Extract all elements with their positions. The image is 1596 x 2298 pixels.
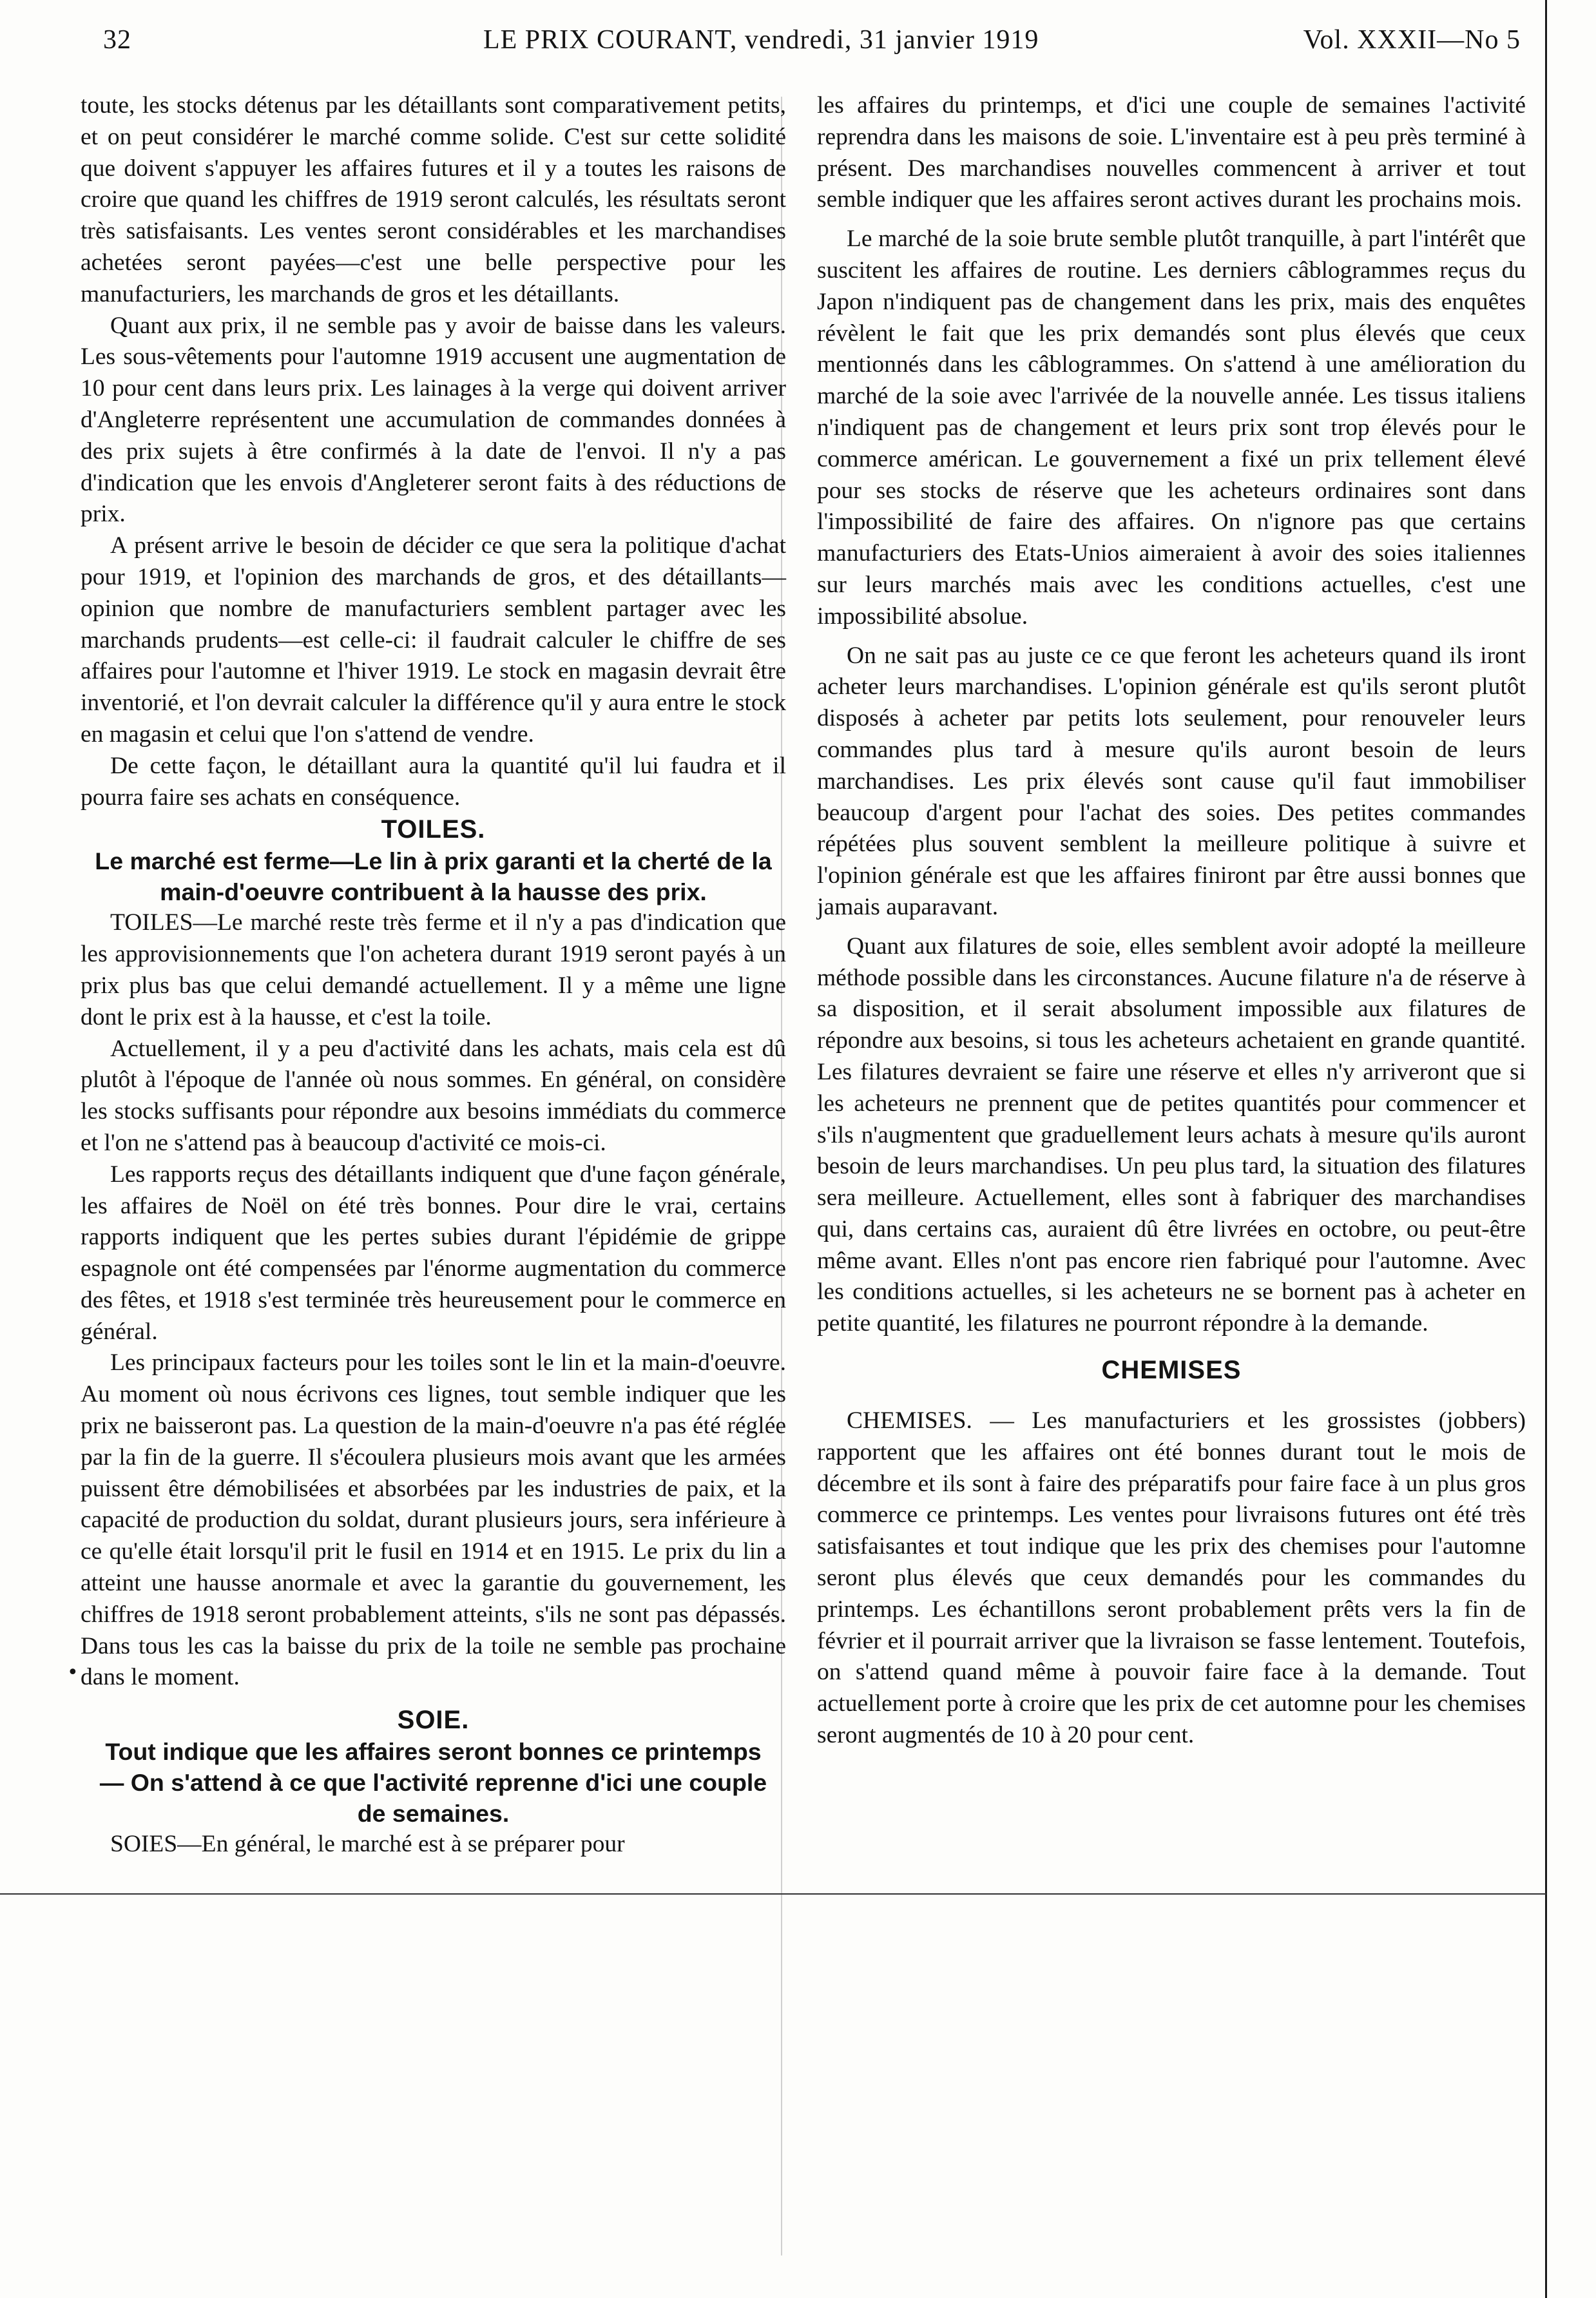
section-heading-toiles: TOILES. bbox=[381, 815, 486, 844]
soie-paragraph: Le marché de la soie brute semble plutôt tranquille, à part l'intérêt que suscitent les affaires de routine. Les derniers câblogrammes reçus du Japon n'indiquent pas de changement dans les prix, mais des enquêtes révèlent le fait que les prix demandés sont plus élevés que ceux mentionnés dans les câblogrammes. On s'attend à une amélioration du marché de la soie avec l'arrivée de la nouvelle année. Les tissus italiens n'indiquent pas de changement et leurs prix sont trop élevés pour le commerce américan. Le gouvernement a fixé un prix tellement élevé pour ses stocks de réserve que les acheteurs ordinaires sont dans l'impossibilité de faire des affaires. On n'ignore pas que certains manufacturiers des Etats-Unios aimeraient à avoir des soies italiennes sur leurs marchés mais avec les conditions actuelles, c'est une impossibilité absolue. bbox=[817, 226, 1526, 630]
toiles-paragraph: TOILES—Le marché reste très ferme et il n'y a pas d'indication que les approvisionnements que l'on achetera durant 1919 seront payés à un prix plus bas que celui demandé actuellement. Il y a même une ligne dont le prix est à la hausse, et c'est la toile. bbox=[81, 909, 786, 1030]
fold-line bbox=[0, 1893, 1546, 1895]
page-header bbox=[103, 24, 1521, 63]
soie-paragraph: Quant aux filatures de soie, elles semblent avoir adopté la meilleure méthode possible dans les circonstances. Aucune filature n'a de réserve à sa disposition, et il serait absolument impossible aux filatures de répondre aux besoins, si tous les acheteurs achetaient en grande quantité. Les filatures devraient se faire une réserve et elles n'y arriveront que si les acheteurs ne prennent que de petites quantités pour commencer et s'ils n'augmentent que graduellement leurs achats à mesure qu'ils auront besoin de leurs marchandises. Un peu plus tard, la situation des filatures sera meilleure. Actuellement, elles sont à fabriquer des marchandises qui, dans certains cas, auraient dû être livrées en octobre, ou peut-être même avant. Elles n'ont pas encore rien fabriqué pour l'automne. Avec les conditions actuelles, si les acheteurs ne se bornent pas à acheter en petite quantité, les filatures ne pourront répondre à la demande. bbox=[817, 932, 1526, 1337]
left-column bbox=[81, 90, 786, 1860]
intro-paragraph: A présent arrive le besoin de décider ce que sera la politique d'achat pour 1919, et l'opinion des marchands de gros, et des détaillants—opinion que nombre de manufacturiers semblent partager avec les marchands prudents—est celle-ci: il faudrait calculer le chiffre de ses affaires pour l'automne et l'hiver 1919. Le stock en magasin devrait être inventorié, et l'on devrait calculer la différence qu'il y aura entre le stock en magasin et celui que l'on s'attend de vendre. bbox=[81, 532, 786, 748]
toiles-paragraph: Actuellement, il y a peu d'activité dans les achats, mais cela est dû plutôt à l'époque de l'année où nous sommes. En général, on considère les stocks suffisants pour répondre aux besoins immédiats du commerce et l'on ne s'attend pas à beaucoup d'activité ce mois-ci. bbox=[81, 1035, 786, 1156]
section-subheading-toiles: Le marché est ferme—Le lin à prix garanti et la cherté de la main-d'oeuvre contribuent à la hausse des prix. bbox=[95, 847, 772, 906]
right-column bbox=[817, 90, 1526, 1752]
intro-paragraph: Quant aux prix, il ne semble pas y avoir de baisse dans les valeurs. Les sous-vêtements pour l'automne 1919 accusent une augmentation de 10 pour cent dans leurs prix. Les lainages à la verge qui doivent arriver d'Angleterre représentent une accumulation de commandes données à des prix sujets à être confirmés à la date de l'envoi. Il n'y a pas d'indication que les envois d'Angleterer seront faits à des réductions de prix. bbox=[81, 312, 786, 528]
section-heading-chemises: CHEMISES bbox=[1101, 1356, 1242, 1385]
section-heading-soie: SOIE. bbox=[397, 1706, 470, 1735]
soie-paragraph: On ne sait pas au juste ce ce que feront les acheteurs quand ils iront acheter leurs marchandises. L'opinion générale est qu'ils seront plutôt disposés à acheter par petits lots seulement, pour renouveler leurs commandes plus tard à mesure qu'ils auront besoin de leurs marchandises. Les prix élevés sont cause qu'il faut immobiliser beaucoup d'argent pour l'achat des soies. Des petites commandes répétées plus souvent semblent la meilleure politique à suivre et l'opinion générale est que les affaires finiront par être aussi bonnes que jamais auparavant. bbox=[817, 642, 1526, 920]
section-subheading-soie: Tout indique que les affaires seront bonnes ce printemps — On s'attend à ce que l'activité reprenne d'ici une couple de semaines. bbox=[99, 1738, 767, 1828]
page-edge-line bbox=[1545, 0, 1547, 2298]
chemises-paragraph: CHEMISES. — Les manufacturiers et les grossistes (jobbers) rapportent que les affaires ont été bonnes durant tout le mois de décembre et ils sont à faire des préparatifs pour faire face à un plus gros commerce ce printemps. Les ventes pour livraisons futures ont été très satisfaisantes et tout indique que les prix des chemises pour l'automne seront plus élevés que ceux demandés pour les commandes du printemps. Les échantillons seront probablement prêts vers la fin de février et il pourrait arriver que la livraison se fasse lentement. Toutefois, on s'attend quand même à pouvoir faire face à la demande. Tout actuellement porte à croire que les prix de cet automne pour les chemises seront augmentés de 10 à 20 pour cent. bbox=[817, 1407, 1526, 1749]
volume-number: Vol. XXXII—No 5 bbox=[1303, 25, 1521, 55]
toiles-paragraph: Les rapports reçus des détaillants indiquent que d'une façon générale, les affaires de Noël on été très bonnes. Pour dire le vrai, certains rapports indiquent que les pertes subies durant l'épidémie de grippe espagnole ont été compensées par l'énorme augmentation du commerce des fêtes, et 1918 s'est terminée très heureusement pour le commerce en général. bbox=[81, 1161, 786, 1345]
soie-paragraph: les affaires du printemps, et d'ici une couple de semaines l'activité reprendra dans les maisons de soie. L'inventaire est à peu près terminé à présent. Des marchandises nouvelles commencent à arriver et tout semble indiquer que les affaires seront actives durant les prochains mois. bbox=[817, 92, 1526, 213]
page-number: 32 bbox=[103, 25, 131, 55]
toiles-paragraph: Les principaux facteurs pour les toiles sont le lin et la main-d'oeuvre. Au moment où nous écrivons ces lignes, tout semble indiquer que les prix ne baisseront pas. La question de la main-d'oeuvre n'a pas été réglée par la fin de la guerre. Il s'écoulera plusieurs mois avant que les armées puissent être démobilisées et absorbées par les industries de paix, et la capacité de production du soldat, durant plusieurs jours, sera inférieure à ce qu'elle était lorsqu'il prit le fusil en 1914 et en 1915. Le prix du lin a atteint une hausse anormale et avec la garantie du gouvernement, les chiffres de 1918 seront probablement atteints, s'ils ne sont pas dépassés. Dans tous les cas la baisse du prix de la toile ne semble pas prochaine dans le moment. bbox=[81, 1349, 786, 1691]
publication-title: LE PRIX COURANT, vendredi, 31 janvier 1919 bbox=[483, 25, 1039, 55]
margin-dot: • bbox=[67, 1661, 79, 1684]
intro-paragraph: toute, les stocks détenus par les détaillants sont comparativement petits, et on peut considérer le marché comme solide. C'est sur cette solidité que doivent s'appuyer les affaires futures et il y a toutes les raisons de croire que quand les chiffres de 1919 seront calculés, les résultats seront très satisfaisants. Les ventes seront considérables et les marchandises achetées seront payées—c'est une belle perspective pour les manufacturiers, les marchands de gros et les détaillants. bbox=[81, 92, 786, 307]
intro-paragraph: De cette façon, le détaillant aura la quantité qu'il lui faudra et il pourra faire ses achats en conséquence. bbox=[81, 752, 786, 811]
soie-paragraph: SOIES—En général, le marché est à se préparer pour bbox=[110, 1831, 625, 1858]
